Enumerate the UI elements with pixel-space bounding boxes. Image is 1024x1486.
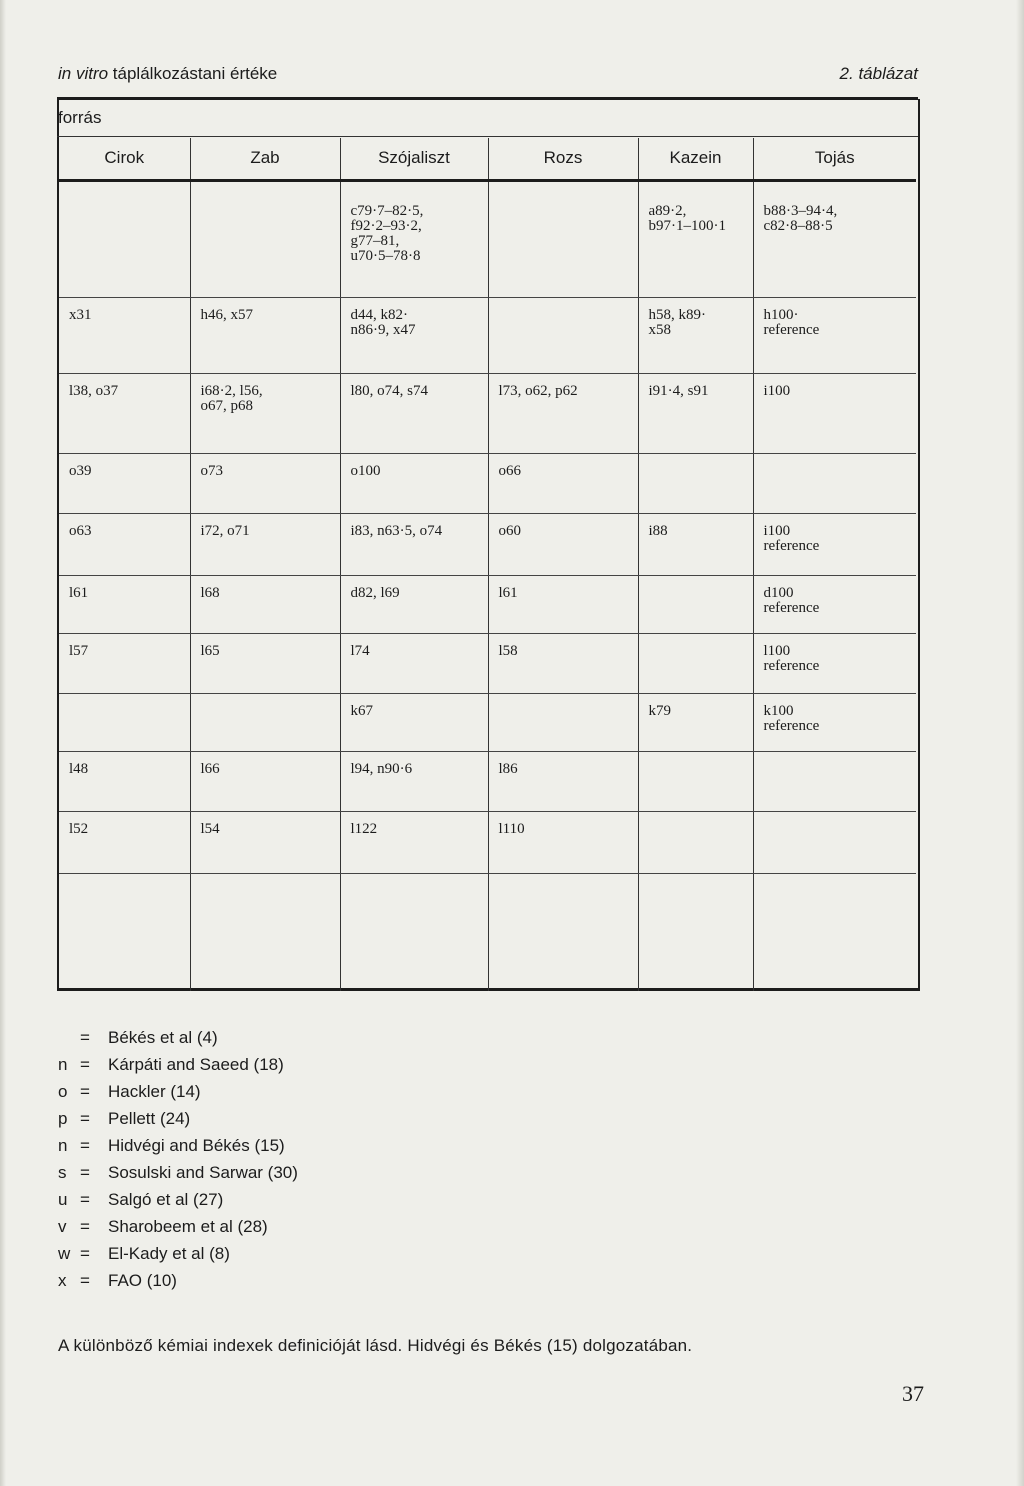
table-cell — [753, 873, 916, 991]
legend-text: El-Kady et al (8) — [108, 1244, 230, 1263]
page-edge-left — [0, 0, 6, 1486]
legend-text: Kárpáti and Saeed (18) — [108, 1055, 284, 1074]
table-cell: i68·2, l56, o67, p68 — [190, 373, 340, 453]
table-row — [59, 633, 916, 693]
legend-key: x — [58, 1271, 67, 1290]
table-cell: l80, o74, s74 — [340, 373, 488, 453]
table-cell: o60 — [488, 513, 638, 575]
table-cell: i83, n63·5, o74 — [340, 513, 488, 575]
legend-item — [58, 1105, 298, 1132]
legend-item — [58, 1240, 298, 1267]
legend-key: w — [58, 1244, 71, 1263]
legend-item — [58, 1159, 298, 1186]
table-cell — [638, 751, 753, 811]
table-cell: i100 — [753, 373, 916, 453]
table-cell: k67 — [340, 693, 488, 751]
page-number: 37 — [902, 1381, 924, 1406]
legend-item — [58, 1132, 298, 1159]
legend-item — [58, 1267, 298, 1294]
table-cell: k79 — [638, 693, 753, 751]
legend-item — [58, 1186, 298, 1213]
table-row — [59, 811, 916, 873]
legend-equals: = — [80, 1136, 90, 1155]
table-cell — [753, 453, 916, 513]
table-cell: l122 — [340, 811, 488, 873]
table-cell: l54 — [190, 811, 340, 873]
table-row — [59, 751, 916, 811]
table-row — [59, 513, 916, 575]
table-cell: l110 — [488, 811, 638, 873]
table-cell — [59, 873, 190, 991]
legend-equals: = — [80, 1109, 90, 1128]
table-cell — [190, 180, 340, 297]
table-cell: l100 reference — [753, 633, 916, 693]
table-cell: i91·4, s91 — [638, 373, 753, 453]
table-cell: a89·2, b97·1–100·1 — [638, 180, 753, 297]
table-cell: k100 reference — [753, 693, 916, 751]
page-header-title — [58, 64, 277, 84]
legend-equals: = — [80, 1163, 90, 1182]
legend-equals: = — [80, 1217, 90, 1236]
legend-item — [58, 1024, 298, 1051]
table-cell — [488, 693, 638, 751]
table-cell — [59, 693, 190, 751]
table-cell: d82, l69 — [340, 575, 488, 633]
table-cell: o66 — [488, 453, 638, 513]
footnote: A különböző kémiai indexek definicióját lásd. Hidvégi és Békés (15) dolgozatában. — [58, 1336, 693, 1355]
legend-equals: = — [80, 1244, 90, 1263]
legend — [58, 1024, 298, 1294]
table-cell — [488, 873, 638, 991]
table-cell: c79·7–82·5, f92·2–93·2, g77–81, u70·5–78·8 — [340, 180, 488, 297]
column-header: Kazein — [638, 138, 753, 180]
legend-item — [58, 1051, 298, 1078]
column-header: Rozs — [488, 138, 638, 180]
legend-equals: = — [80, 1082, 90, 1101]
table-cell: l61 — [59, 575, 190, 633]
legend-text: Békés et al (4) — [108, 1028, 218, 1047]
table-cell: l73, o62, p62 — [488, 373, 638, 453]
source-label: forrás — [58, 108, 102, 127]
table-cell: l74 — [340, 633, 488, 693]
legend-key — [58, 1024, 80, 1051]
legend-key: o — [58, 1082, 68, 1101]
table-cell — [753, 811, 916, 873]
table-cell: o73 — [190, 453, 340, 513]
table-cell: o100 — [340, 453, 488, 513]
legend-key: u — [58, 1190, 68, 1209]
table-cell: o63 — [59, 513, 190, 575]
table-row — [59, 180, 916, 297]
legend-text: Sosulski and Sarwar (30) — [108, 1163, 298, 1182]
table-cell: d100 reference — [753, 575, 916, 633]
legend-key: p — [58, 1109, 68, 1128]
column-header: Zab — [190, 138, 340, 180]
table-body — [59, 180, 916, 991]
legend-key: n — [58, 1136, 68, 1155]
table-cell: i88 — [638, 513, 753, 575]
table-cell — [638, 633, 753, 693]
table-cell: h100· reference — [753, 297, 916, 373]
table-cell — [638, 811, 753, 873]
table-cell: l57 — [59, 633, 190, 693]
header-title-rest: táplálkozástani értéke — [108, 64, 278, 83]
legend-equals: = — [80, 1271, 90, 1290]
legend-equals: = — [80, 1055, 90, 1074]
legend-text: Hackler (14) — [108, 1082, 201, 1101]
legend-text: FAO (10) — [108, 1271, 177, 1290]
source-rule — [57, 136, 918, 137]
header-title-italic: in vitro — [58, 64, 109, 83]
table-cell: h58, k89· x58 — [638, 297, 753, 373]
table-cell: l58 — [488, 633, 638, 693]
table-row — [59, 373, 916, 453]
legend-text: Hidvégi and Békés (15) — [108, 1136, 285, 1155]
column-header: Cirok — [59, 138, 190, 180]
legend-equals: = — [80, 1190, 90, 1209]
table-row — [59, 693, 916, 751]
table-cell: i100 reference — [753, 513, 916, 575]
table-header-row — [59, 138, 916, 180]
legend-key: n — [58, 1055, 68, 1074]
page-edge-right — [1016, 0, 1024, 1486]
legend-item — [58, 1213, 298, 1240]
column-header: Szójaliszt — [340, 138, 488, 180]
legend-key: s — [58, 1163, 67, 1182]
table-cell: l86 — [488, 751, 638, 811]
table-cell: l65 — [190, 633, 340, 693]
table-cell — [190, 693, 340, 751]
legend-equals: = — [80, 1028, 90, 1047]
table-row — [59, 575, 916, 633]
table-cell — [753, 751, 916, 811]
table-cell — [488, 297, 638, 373]
data-table — [59, 138, 916, 991]
table-cell: l68 — [190, 575, 340, 633]
table-cell — [638, 453, 753, 513]
legend-item — [58, 1078, 298, 1105]
table-cell: h46, x57 — [190, 297, 340, 373]
table-cell: x31 — [59, 297, 190, 373]
table-cell: i72, o71 — [190, 513, 340, 575]
table-cell — [59, 180, 190, 297]
legend-key: v — [58, 1217, 67, 1236]
table-cell: b88·3–94·4, c82·8–88·5 — [753, 180, 916, 297]
table-cell — [190, 873, 340, 991]
legend-text: Salgó et al (27) — [108, 1190, 224, 1209]
table-cell: l61 — [488, 575, 638, 633]
table-cell — [638, 873, 753, 991]
table-cell — [488, 180, 638, 297]
table-cell: l52 — [59, 811, 190, 873]
table-cell — [638, 575, 753, 633]
table-reference: 2. táblázat — [839, 64, 918, 83]
table-row — [59, 873, 916, 991]
table-row — [59, 297, 916, 373]
table-cell: l38, o37 — [59, 373, 190, 453]
table-cell: l48 — [59, 751, 190, 811]
table-cell — [340, 873, 488, 991]
table-row — [59, 453, 916, 513]
legend-text: Pellett (24) — [108, 1109, 191, 1128]
legend-text: Sharobeem et al (28) — [108, 1217, 268, 1236]
table-cell: l94, n90·6 — [340, 751, 488, 811]
table-cell: o39 — [59, 453, 190, 513]
table-cell: l66 — [190, 751, 340, 811]
column-header: Tojás — [753, 138, 916, 180]
table-cell: d44, k82· n86·9, x47 — [340, 297, 488, 373]
